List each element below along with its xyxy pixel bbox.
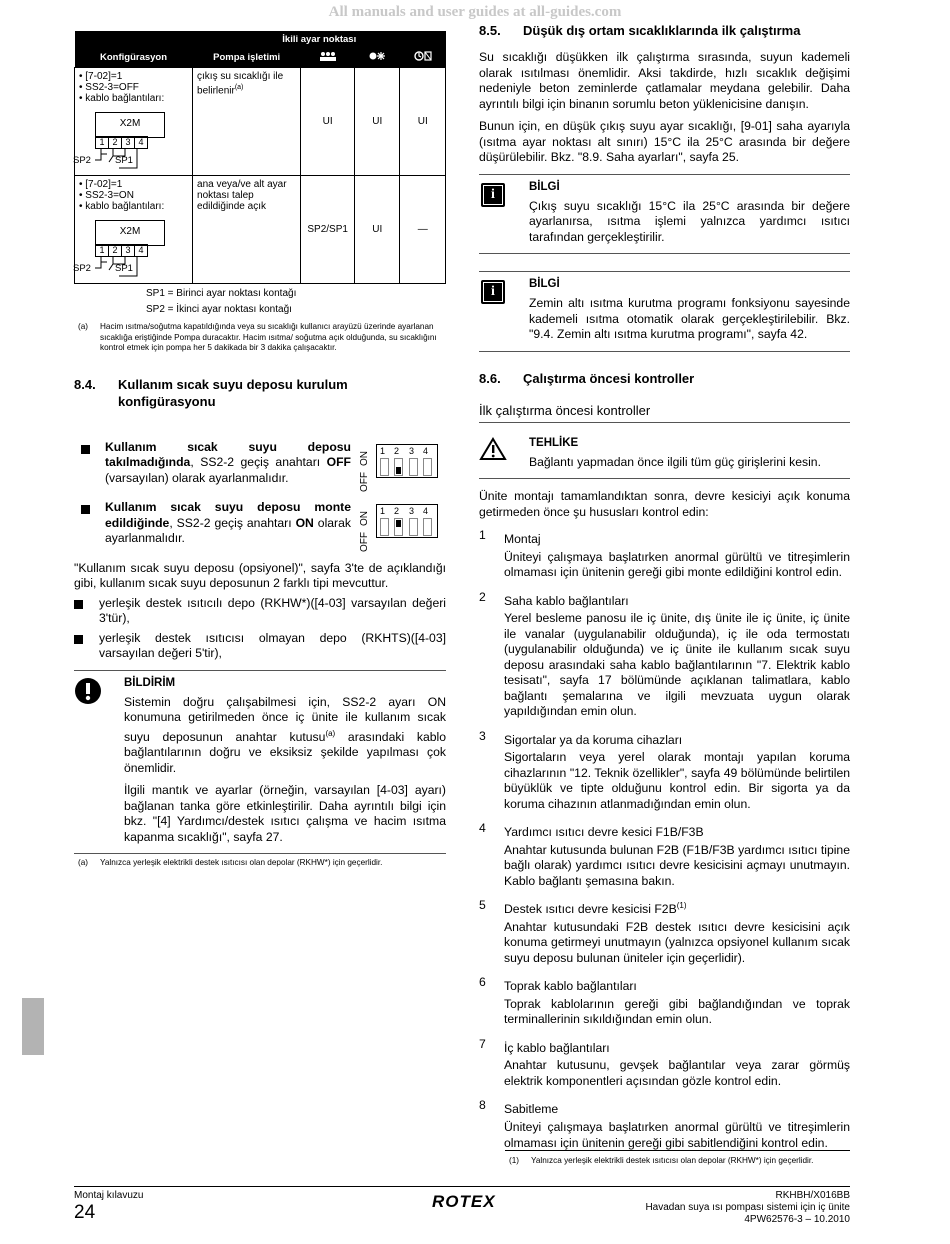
table-group-header: İkili ayar noktası (193, 31, 446, 48)
danger-box: TEHLİKE Bağlantı yapmadan önce ilgili tüm güç girişlerini kesin. (479, 431, 850, 480)
config-cell: • [7-02]=1 • SS2-3=OFF • kablo bağlantıları: X2M 1 2 3 4 SP2 SP1 (75, 68, 193, 176)
config-cell: • [7-02]=1 • SS2-3=ON • kablo bağlantıları: X2M 1 2 3 4 SP2 SP1 (75, 176, 193, 284)
switch-off-item: Kullanım sıcak suyu deposu takılmadığında, SS2-2 geçiş anahtarı OFF (varsayılan) olarak ayarlanmalıdır. ON OFF 1 2 3 4 (74, 440, 446, 487)
info-icon: i (481, 183, 505, 207)
x2m-diagram: X2M 1 2 3 4 SP2 SP1 (79, 110, 179, 170)
section-8-5-heading: 8.5. Düşük dış ortam sıcaklıklarında ilk çalıştırma (479, 23, 801, 38)
check-item: 3 Sigortalar ya da koruma cihazları Sigortaların veya yerel olarak montajı yapılan koruma cihazlarının "12. Teknik özellikler", sayfa 49 bölümünde belirtilen büyüklük ve tipte olduğunu kontrol edin. Bir sigorta ya da koruma cihazının atlanmadığından emin olun. (479, 728, 850, 811)
table-row: • [7-02]=1 • SS2-3=ON • kablo bağlantıları: X2M 1 2 3 4 SP2 SP1 ana veya/ve alt ayar noktası talep edildiğinde açık SP2/SP1 UI — (75, 176, 446, 284)
dip-switch-on: ON OFF 1 2 3 4 (359, 500, 437, 546)
info-box: i BİLGİ Zemin altı ısıtma kurutma programı fonksiyonu sayesinde kademeli ısıtma otomatik olarak gerçekleştirilebilir. Bkz. "9.4. Zemin altı ısıtma kurutma programı", sayfa 42. (479, 271, 850, 352)
info-box: i BİLGİ Çıkış suyu sıcaklığı 15°C ila 25°C arasında bir değere ayarlanırsa, ısıtma işlemi yalnızca yardımcı ısıtıcı tarafından gerçekleştirilir. (479, 174, 850, 255)
section-8-4-heading: 8.4. Kullanım sıcak suyu deposu kurulum konfigürasyonu (74, 376, 348, 409)
check-item: 6 Toprak kablo bağlantıları Toprak kablolarının gereği gibi bağlandığından ve toprak terminallerinin sıkıldığından emin olun. (479, 975, 850, 1027)
check-item: 7 İç kablo bağlantıları Anahtar kutusunu, gevşek bağlantılar veya zarar görmüş elektrik komponentleri açısından gözle kontrol edin. (479, 1036, 850, 1088)
table-footnote: (a) Hacim ısıtma/soğutma kapatıldığında veya su sıcaklığı kullanıcı arayüzü üzerinde ayarlanan sıcaklığa eriştiğinde Pompa duracaktır. Hacim ısıtma/ soğutma açık olduğunda, su sıcaklığını kontrol etmek için pompa her 5 dakikada bir 3 dakika çalışacaktır. (78, 322, 437, 352)
notice-title: BİLDİRİM (124, 676, 176, 689)
notice-footnote: (a) Yalnızca yerleşik elektrikli destek ısıtıcısı olan depolar (RKHW*) için geçerlidir. (78, 858, 383, 868)
pump-cell: ana veya/ve alt ayar noktası talep edildiğinde açık (193, 176, 301, 284)
page-number: 24 (74, 1202, 96, 1223)
sun-snow-icon (355, 48, 400, 68)
sp1-definition: SP1 = Birinci ayar noktası kontağı (146, 288, 297, 299)
brand-logo: ROTEX (432, 1192, 496, 1211)
left-column (74, 31, 446, 869)
col-pump: Pompa işletimi (193, 48, 301, 68)
check-item: 1 Montaj Üniteyi çalışmaya başlatırken anormal gürültü ve titreşimlerin olmaması için ünitenin gereği gibi monte edildiğini kontrol edin. (479, 528, 850, 580)
pump-cell: çıkış su sıcaklığı ile belirlenir$^{(a)}$ (193, 68, 301, 176)
bullet-item: yerleşik destek ısıtıcılı depo (RKHW*)([4-03] varsayılan değeri 3'tür), (74, 596, 446, 627)
check-list (479, 528, 850, 1151)
info-icon: i (481, 280, 505, 304)
subsection-title: İlk çalıştırma öncesi kontroller (479, 403, 850, 423)
config-table (74, 31, 446, 284)
tank-intro: "Kullanım sıcak suyu deposu (opsiyonel)", sayfa 3'te de açıklandığı gibi, kullanım sıcak suyu deposunun 2 farklı tipi mevcuttur. (74, 560, 446, 590)
sp1-label: SP1 (115, 155, 133, 166)
bullet-item: yerleşik destek ısıtıcısı olmayan depo (RKHTS)([4-03] varsayılan değeri 5'tir), (74, 631, 446, 662)
x2m-diagram: X2M 1 2 3 4 SP2 SP1 (79, 218, 179, 278)
right-footnote: (1) Yalnızca yerleşik elektrikli destek ısıtıcısı olan depolar (RKHW*) için geçerlidir. (505, 1150, 850, 1167)
x2m-label: X2M (95, 220, 165, 246)
col-config: Konfigürasyon (75, 48, 193, 68)
check-item: 5 Destek ısıtıcı devre kesicisi $F2B^{(1)}$ Anahtar kutusundaki F2B destek ısıtıcı devre kesicisini açık konuma getirmeyi unutmayın (yalnızca opsiyonel kullanım sıcak suyu deposu bulunan üniteler için geçerlidir). (479, 898, 850, 965)
page-tab-marker (22, 998, 44, 1055)
sp1-label: SP1 (115, 263, 133, 274)
footer-left: Montaj kılavuzu (74, 1190, 144, 1201)
warning-triangle-icon (479, 437, 507, 461)
check-item: 2 Saha kablo bağlantıları Yerel besleme panosu ile iç ünite, dış ünite ile iç ünite, iç ünite ile vanalar (uygulanabilir olduğunda), iç ile oda termostatı (uygulanabilir olduğunda) ve iç ünite ile kullanım sıcak suyu deposu arasındaki saha kablo bağlantılarının "7. Elektrik kablo tesisatı", sayfa 17 bölümünde açıklanan talimatlara, kablo bağlantı şemalarına ve ilgili mevzuata uygun olarak yapıldığından emin olun. (479, 589, 850, 719)
section-8-6-heading: 8.6. Çalıştırma öncesi kontroller (479, 370, 695, 386)
exclamation-icon (74, 677, 102, 705)
sp2-label: SP2 (73, 263, 91, 274)
watermark: All manuals and user guides at all-guides.com (328, 4, 622, 20)
sp2-definition: SP2 = İkinci ayar noktası kontağı (146, 304, 292, 315)
x2m-label: X2M (95, 112, 165, 138)
dip-switch-off: ON OFF 1 2 3 4 (359, 440, 437, 486)
footer-right: RKHBH/X016BB Havadan suya ısı pompası sistemi için iç ünite 4PW62576-3 – 10.2010 (645, 1190, 850, 1225)
sp2-label: SP2 (73, 155, 91, 166)
people-icon (301, 48, 355, 68)
table-row: • [7-02]=1 • SS2-3=OFF • kablo bağlantıları: X2M 1 2 3 4 SP2 SP1 çıkış su sıcaklığı ile belirlenir$^{(a)}$ UI UI UI (75, 68, 446, 176)
clock-icon (400, 48, 446, 68)
notice-box: BİLDİRİM Sistemin doğru çalışabilmesi için, SS2-2 ayarı ON konumuna getirilmeden önce iç ünite ile kullanım sıcak suyu deposunun anahtar kutusu$^{(a)}$ arasındaki kablo bağlantılarının doğru ve eksiksiz şekilde yapılması çok önemlidir. İlgili mantık ve ayarlar (örneğin, varsayılan [4-03] ayarı) bağlanan tanka göre etkinleştirilir. Daha ayrıntılı bilgi için bkz. "[4] Yardımcı/destek ısıtıcı çalışma ve hacim ısıtma kapanma sıcaklığı", sayfa 27. (74, 670, 446, 855)
check-item: 8 Sabitleme Üniteyi çalışmaya başlatırken anormal gürültü ve titreşimlerin olmaması için ünitenin gereği gibi sabitlendiğini kontrol edin. (479, 1098, 850, 1150)
right-column: 8.5. Düşük dış ortam sıcaklıklarında ilk çalıştırma Su sıcaklığı düşükken ilk çalıştırma sırasında, suyun kademeli olarak ısıtılması önemlidir. Aksi takdirde, hızlı sıcaklık değişimi nedeniyle beton zeminlerde çatlamalar meydana gelebilir. Daha ayrıntılı bilgi için binanın sorumlu beton yüklenicisine danışın. Bunun için, en düşük çıkış suyu ayar sıcaklığı, [9-01] saha ayarıyla (ısıtma ayar noktası alt sınırı) 15°C ila 25°C arasında bir değere düşürülebilir. Bkz. "8.9. Saha ayarları", sayfa 25. i BİLGİ Çıkış suyu sıcaklığı 15°C ila 25°C arasında bir değere ayarlanırsa, ısıtma işlemi yalnızca yardımcı ısıtıcı tarafından gerçekleştirilir. i BİLGİ Zemin altı ısıtma kurutma programı fonksiyonu sayesinde kademeli ısıtma otomatik olarak gerçekleştirilebilir. Bkz. "9.4. Zemin altı ısıtma kurutma programı", sayfa 42. 8.6. Çalıştırma öncesi kontroller İlk çalıştırma öncesi kontroller TEHLİKE Bağlantı yapmadan önce ilgili tüm güç girişlerini kesin. Ünite montajı tamamlandıktan sonra, devre kesiciyi açık konuma getirmeden önce şu hususları kontrol edin: 1 Montaj Üniteyi çalışmaya başlatırken anormal gürültü ve titreşimlerin olmaması için ünitenin gereği gibi monte edildiğini kontrol edin. 2 Saha kablo bağlantıları Yerel besleme panosu ile iç ünite, dış ünite ile iç ünite, iç ünite ile vanalar (uygulanabilir olduğunda), iç ile oda termostatı (uygulanabilir olduğunda) ve iç ünite ile kullanım sıcak suyu deposu arasındaki saha kablo bağlantılarının "7. Elektrik kablo tesisatı", sayfa 17 bölümünde açıklanan talimatlara, kablo bağlantı şemalarına ve ilgili mevzuata uygun olarak yapıldığından emin olun. 3 Sigortalar ya da koruma cihazları Sigortaların veya yerel olarak montajı yapılan koruma cihazlarının "12. Teknik özellikler", sayfa 49 bölümünde belirtilen büyüklük ve tipte olduğunu kontrol edin. Bir sigorta ya da koruma cihazının atlanmadığından emin olun. 4 Yardımcı ısıtıcı devre kesici F1B/F3B Anahtar kutusunda bulunan F2B (F1B/F3B yardımcı ısıtıcı tipine bağlı olarak) yardımcı ısıtıcı devre kesicisini açmayı unutmayın. Kablo bağlantı şemasına bakın. 5 Destek ısıtıcı devre kesicisi $F2B^{(1)}$ Anahtar kutusundaki F2B destek ısıtıcı devre kesicisini açık konuma getirmeyi unutmayın (yalnızca opsiyonel kullanım sıcak suyu deposu bulunan üniteler için geçerlidir). 6 Toprak kablo bağlantıları Toprak kablolarının gereği gibi bağlandığından ve toprak terminallerinin sıkıldığından emin olun. 7 İç kablo bağlantıları Anahtar kutusunu, gevşek bağlantılar veya zarar görmüş elektrik komponentleri açısından gözle kontrol edin. 8 Sabitleme Üniteyi çalışmaya başlatırken anormal gürültü ve titreşimlerin olmaması için ünitenin gereği gibi sabitlendiğini kontrol edin. (479, 23, 850, 1150)
check-item: 4 Yardımcı ısıtıcı devre kesici F1B/F3B Anahtar kutusunda bulunan F2B (F1B/F3B yardımcı ısıtıcı tipine bağlı olarak) yardımcı ısıtıcı devre kesicisini açmayı unutmayın. Kablo bağlantı şemasına bakın. (479, 821, 850, 888)
switch-on-item: Kullanım sıcak suyu deposu monte edildiğinde, SS2-2 geçiş anahtarı ON olarak ayarlanmalıdır. ON OFF 1 2 3 4 (74, 500, 446, 547)
